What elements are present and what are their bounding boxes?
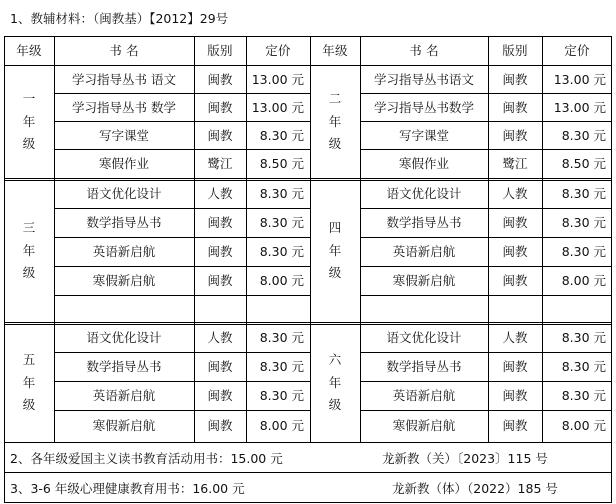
- grade-three-edition: 人教: [207, 186, 233, 202]
- grade-two-book-name: 写字课堂: [398, 127, 449, 143]
- grade-six-book-name: 英语新启航: [392, 388, 456, 404]
- row-divider: [54, 352, 310, 353]
- grade-three-price: 8.00 元: [259, 273, 304, 289]
- grade-one-book-name: 写字课堂: [98, 127, 149, 143]
- column-divider: [542, 36, 543, 443]
- column-divider: [310, 36, 311, 443]
- grade-three-price: 8.30 元: [259, 215, 304, 231]
- row-divider: [54, 295, 310, 296]
- grade-char-five-1: 五: [22, 352, 36, 368]
- grade-label-one: [4, 66, 54, 178]
- grade-one-edition: 鹭江: [207, 155, 233, 171]
- grade-five-edition: 闽教: [207, 388, 233, 404]
- grade-one-edition: 闽教: [207, 71, 233, 87]
- row-divider: [54, 93, 310, 94]
- grade-five-book-name: 语文优化设计: [86, 330, 162, 346]
- grade-five-book-name: 寒假新启航: [92, 418, 156, 434]
- patriotic-reading-doc-number: 龙新教（关）〔2023〕115 号: [382, 451, 548, 466]
- row-divider: [360, 266, 612, 267]
- row-divider: [360, 93, 612, 94]
- mental-health-note: 3、3-6 年级心理健康教育用书：16.00 元: [10, 481, 245, 496]
- grade-one-edition: 闽教: [207, 127, 233, 143]
- grade-three-edition: 闽教: [207, 215, 233, 231]
- row-divider: [54, 266, 310, 267]
- grade-char-two-2: 年: [328, 113, 342, 129]
- grade-five-book-name: 数学指导丛书: [86, 359, 162, 375]
- right-grade-header: 年级: [322, 43, 348, 59]
- column-divider: [54, 36, 55, 443]
- grade-three-book-name: 语文优化设计: [86, 186, 162, 202]
- grade-five-edition: 闽教: [207, 418, 233, 434]
- grade-six-book-name: 语文优化设计: [386, 330, 462, 346]
- grade-char-two-3: 级: [328, 136, 342, 152]
- right-book-name-header: 书 名: [409, 43, 439, 59]
- table-top-border: [4, 36, 612, 37]
- grade-char-five-2: 年: [22, 374, 36, 390]
- grade-char-four-1: 四: [328, 220, 342, 236]
- grade-one-book-name: 学习指导丛书 语文: [72, 71, 176, 87]
- grade-two-book-name: 寒假作业: [398, 155, 449, 171]
- grade-two-price: 13.00 元: [553, 99, 606, 115]
- table-body-bottom-border: [4, 442, 612, 443]
- column-divider: [488, 36, 489, 443]
- right-price-header: 定价: [564, 43, 590, 59]
- grade-six-price: 8.00 元: [561, 418, 606, 434]
- grade-char-three-3: 级: [22, 265, 36, 281]
- row-divider: [360, 352, 612, 353]
- grade-two-book-name: 学习指导丛书语文: [373, 71, 474, 87]
- grade-four-price: 8.30 元: [561, 244, 606, 260]
- grade-six-edition: 闽教: [502, 418, 528, 434]
- grade-char-six-1: 六: [328, 352, 342, 368]
- grade-five-price: 8.30 元: [259, 359, 304, 375]
- column-divider: [246, 36, 247, 443]
- grade-one-book-name: 寒假作业: [98, 155, 149, 171]
- grade-char-four-3: 级: [328, 265, 342, 281]
- grade-four-price: 8.30 元: [561, 215, 606, 231]
- grade-three-book-name: 英语新启航: [92, 244, 156, 260]
- grade-char-one-3: 级: [22, 136, 36, 152]
- grade-four-book-name: 数学指导丛书: [386, 215, 462, 231]
- grade-four-edition: 闽教: [502, 273, 528, 289]
- grade-two-edition: 闽教: [502, 127, 528, 143]
- section-divider: [4, 322, 612, 323]
- grade-six-edition: 闽教: [502, 359, 528, 375]
- grade-four-edition: 闽教: [502, 215, 528, 231]
- document-title: 1、教辅材料：（闽教基）【2012】29号: [10, 10, 229, 26]
- grade-five-edition: 闽教: [207, 359, 233, 375]
- grade-label-two: [310, 66, 360, 178]
- grade-label-five: [4, 324, 54, 442]
- row-divider: [54, 149, 310, 150]
- grade-three-edition: 闽教: [207, 244, 233, 260]
- grade-one-price: 13.00 元: [251, 99, 304, 115]
- left-edition-header: 版别: [207, 43, 233, 59]
- grade-four-price: 8.00 元: [561, 273, 606, 289]
- grade-three-book-name: 寒假新启航: [92, 273, 156, 289]
- footer-divider: [4, 472, 612, 473]
- grade-one-book-name: 学习指导丛书 数学: [72, 99, 176, 115]
- grade-six-edition: 闽教: [502, 388, 528, 404]
- grade-label-six: [310, 324, 360, 442]
- row-divider: [360, 121, 612, 122]
- grade-one-price: 8.30 元: [259, 127, 304, 143]
- grade-one-price: 8.50 元: [259, 155, 304, 171]
- grade-two-price: 8.50 元: [561, 155, 606, 171]
- table-right-border: [611, 36, 612, 503]
- grade-two-edition: 闽教: [502, 71, 528, 87]
- grade-five-price: 8.00 元: [259, 418, 304, 434]
- grade-two-price: 8.30 元: [561, 127, 606, 143]
- patriotic-reading-note: 2、各年级爱国主义读书教育活动用书：15.00 元: [10, 451, 283, 466]
- row-divider: [360, 295, 612, 296]
- grade-char-two-1: 二: [328, 91, 342, 107]
- grade-one-price: 13.00 元: [251, 71, 304, 87]
- grade-char-three-1: 三: [22, 220, 36, 236]
- grade-label-four: [310, 180, 360, 322]
- row-divider: [54, 381, 310, 382]
- grade-char-six-2: 年: [328, 374, 342, 390]
- row-divider: [54, 208, 310, 209]
- table-left-border: [4, 36, 5, 503]
- row-divider: [360, 410, 612, 411]
- grade-one-edition: 闽教: [207, 99, 233, 115]
- grade-five-edition: 人教: [207, 330, 233, 346]
- grade-six-price: 8.30 元: [561, 359, 606, 375]
- section-divider-double: [4, 324, 612, 325]
- grade-four-edition: 人教: [502, 186, 528, 202]
- grade-label-three: [4, 180, 54, 322]
- grade-four-price: 8.30 元: [561, 186, 606, 202]
- grade-six-price: 8.30 元: [561, 330, 606, 346]
- header-divider: [4, 65, 612, 66]
- section-divider: [4, 178, 612, 179]
- mental-health-doc-number: 龙新教（体）（2022）185 号: [392, 481, 558, 496]
- row-divider: [54, 121, 310, 122]
- grade-two-price: 13.00 元: [553, 71, 606, 87]
- grade-three-book-name: 数学指导丛书: [86, 215, 162, 231]
- grade-char-four-2: 年: [328, 242, 342, 258]
- grade-char-six-3: 级: [328, 397, 342, 413]
- row-divider: [360, 208, 612, 209]
- grade-two-book-name: 学习指导丛书数学: [373, 99, 474, 115]
- column-divider: [194, 36, 195, 443]
- left-grade-header: 年级: [16, 43, 42, 59]
- left-price-header: 定价: [265, 43, 291, 59]
- grade-char-three-2: 年: [22, 242, 36, 258]
- grade-six-book-name: 数学指导丛书: [386, 359, 462, 375]
- grade-char-five-3: 级: [22, 397, 36, 413]
- grade-six-edition: 人教: [502, 330, 528, 346]
- grade-four-book-name: 语文优化设计: [386, 186, 462, 202]
- grade-char-one-1: 一: [22, 91, 36, 107]
- grade-four-book-name: 英语新启航: [392, 244, 456, 260]
- row-divider: [360, 149, 612, 150]
- right-edition-header: 版别: [502, 43, 528, 59]
- row-divider: [360, 381, 612, 382]
- column-divider: [360, 36, 361, 443]
- left-book-name-header: 书 名: [109, 43, 139, 59]
- grade-three-price: 8.30 元: [259, 244, 304, 260]
- grade-two-edition: 鹭江: [502, 155, 528, 171]
- grade-five-price: 8.30 元: [259, 388, 304, 404]
- grade-four-book-name: 寒假新启航: [392, 273, 456, 289]
- grade-six-price: 8.30 元: [561, 388, 606, 404]
- row-divider: [54, 410, 310, 411]
- table-bottom-border: [4, 502, 612, 503]
- grade-char-one-2: 年: [22, 113, 36, 129]
- grade-six-book-name: 寒假新启航: [392, 418, 456, 434]
- row-divider: [360, 237, 612, 238]
- grade-three-price: 8.30 元: [259, 186, 304, 202]
- grade-three-edition: 闽教: [207, 273, 233, 289]
- grade-four-edition: 闽教: [502, 244, 528, 260]
- section-divider-double: [4, 180, 612, 181]
- grade-five-price: 8.30 元: [259, 330, 304, 346]
- row-divider: [54, 237, 310, 238]
- grade-two-edition: 闽教: [502, 99, 528, 115]
- grade-five-book-name: 英语新启航: [92, 388, 156, 404]
